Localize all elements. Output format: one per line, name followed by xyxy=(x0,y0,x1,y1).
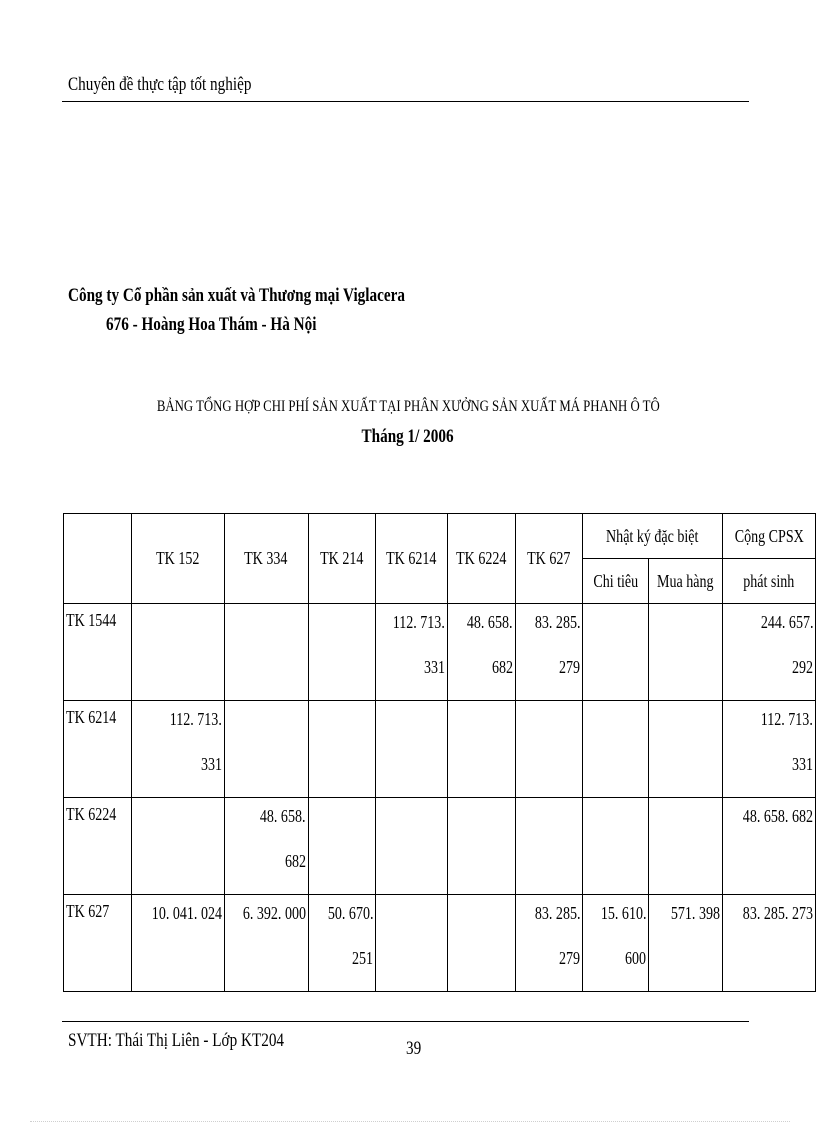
table-row xyxy=(64,798,816,895)
cell-tk214 xyxy=(308,798,376,895)
row-label: TK 6224 xyxy=(64,798,132,895)
cell-value-line: 48. 658. xyxy=(259,806,306,826)
cell-mua-hang xyxy=(649,798,722,895)
cell-tk152 xyxy=(131,798,224,895)
running-header-text: Chuyên đề thực tập tốt nghiệp xyxy=(68,74,252,95)
cost-summary-table xyxy=(63,513,816,992)
cell-value-line: 279 xyxy=(559,948,581,968)
header-mua-hang: Mua hàng xyxy=(649,559,722,604)
cell-mua-hang xyxy=(649,895,722,992)
cell-value-line: 10. 041. 024 xyxy=(151,903,222,923)
header-tk214: TK 214 xyxy=(308,514,376,604)
header-tk627: TK 627 xyxy=(515,514,583,604)
report-title: BẢNG TỔNG HỢP CHI PHÍ SẢN XUẤT TẠI PHÂN XƯỞNG SẢN XUẤT MÁ PHANH Ô TÔ xyxy=(156,398,660,415)
cell-cong xyxy=(722,604,815,701)
footer-rule xyxy=(62,1021,749,1022)
header-chi-tieu: Chi tiêu xyxy=(583,559,649,604)
cell-tk152 xyxy=(131,604,224,701)
cell-value-line: 331 xyxy=(200,754,222,774)
header-rule xyxy=(62,101,749,102)
cell-value-line: 15. 610. xyxy=(600,903,647,923)
running-header xyxy=(68,74,297,96)
cell-tk214 xyxy=(308,895,376,992)
company-name: Công ty Cổ phần sản xuất và Thương mại Viglacera xyxy=(68,285,405,306)
header-tk152: TK 152 xyxy=(131,514,224,604)
cell-tk152 xyxy=(131,895,224,992)
cell-tk6224 xyxy=(447,604,515,701)
bottom-dotted-line xyxy=(30,1121,790,1122)
cell-tk152 xyxy=(131,701,224,798)
table-row xyxy=(64,701,816,798)
cell-tk334 xyxy=(224,604,308,701)
table-header-row xyxy=(64,514,816,559)
cell-value-line: 292 xyxy=(791,657,813,677)
table-row xyxy=(64,895,816,992)
cell-value-line: 48. 658. 682 xyxy=(742,806,813,826)
cell-tk6214 xyxy=(376,604,448,701)
cell-tk627 xyxy=(515,798,583,895)
cell-tk627 xyxy=(515,701,583,798)
cell-value-line: 279 xyxy=(559,657,581,677)
cell-value-line: 50. 670. xyxy=(327,903,374,923)
cell-chi-tieu xyxy=(583,895,649,992)
cell-value-line: 112. 713. xyxy=(760,709,813,729)
cell-tk627 xyxy=(515,604,583,701)
row-label: TK 1544 xyxy=(64,604,132,701)
cell-value-line: 571. 398 xyxy=(670,903,720,923)
cell-tk6214 xyxy=(376,798,448,895)
cell-value-line: 48. 658. xyxy=(466,612,513,632)
cell-tk6214 xyxy=(376,701,448,798)
cell-chi-tieu xyxy=(583,604,649,701)
header-tk6214: TK 6214 xyxy=(376,514,448,604)
header-total-line1: Cộng CPSX xyxy=(722,514,815,559)
cell-tk6224 xyxy=(447,895,515,992)
cell-value-line: 244. 657. xyxy=(760,612,813,632)
cell-tk6224 xyxy=(447,701,515,798)
cell-mua-hang xyxy=(649,701,722,798)
cell-value-line: 83. 285. 273 xyxy=(742,903,813,923)
cell-value-line: 331 xyxy=(423,657,445,677)
row-label: TK 627 xyxy=(64,895,132,992)
report-month: Tháng 1/ 2006 xyxy=(361,426,455,447)
cell-tk627 xyxy=(515,895,583,992)
cell-value-line: 83. 285. xyxy=(534,612,581,632)
table-row xyxy=(64,604,816,701)
header-tk6224: TK 6224 xyxy=(447,514,515,604)
cell-tk214 xyxy=(308,701,376,798)
cell-value-line: 600 xyxy=(625,948,647,968)
header-corner-cell xyxy=(64,514,132,604)
cell-chi-tieu xyxy=(583,701,649,798)
cell-tk214 xyxy=(308,604,376,701)
cell-cong xyxy=(722,798,815,895)
cell-value-line: 112. 713. xyxy=(392,612,445,632)
cell-tk6214 xyxy=(376,895,448,992)
header-total-line2: phát sinh xyxy=(722,559,815,604)
cell-cong xyxy=(722,701,815,798)
cell-tk334 xyxy=(224,701,308,798)
page-number: 39 xyxy=(406,1038,422,1059)
cell-value-line: 682 xyxy=(284,851,306,871)
header-special-journal: Nhật ký đặc biệt xyxy=(583,514,723,559)
company-address: 676 - Hoàng Hoa Thám - Hà Nội xyxy=(106,314,317,335)
cell-value-line: 331 xyxy=(791,754,813,774)
cell-value-line: 112. 713. xyxy=(169,709,222,729)
cell-value-line: 682 xyxy=(491,657,513,677)
cell-value-line: 83. 285. xyxy=(534,903,581,923)
row-label: TK 6214 xyxy=(64,701,132,798)
header-tk334: TK 334 xyxy=(224,514,308,604)
footer-author: SVTH: Thái Thị Liên - Lớp KT204 xyxy=(68,1030,285,1051)
cell-mua-hang xyxy=(649,604,722,701)
table-body xyxy=(64,604,816,992)
cell-value-line: 251 xyxy=(352,948,374,968)
cell-tk6224 xyxy=(447,798,515,895)
cell-tk334 xyxy=(224,798,308,895)
cell-cong xyxy=(722,895,815,992)
cell-value-line: 6. 392. 000 xyxy=(242,903,306,923)
cell-tk334 xyxy=(224,895,308,992)
cell-chi-tieu xyxy=(583,798,649,895)
